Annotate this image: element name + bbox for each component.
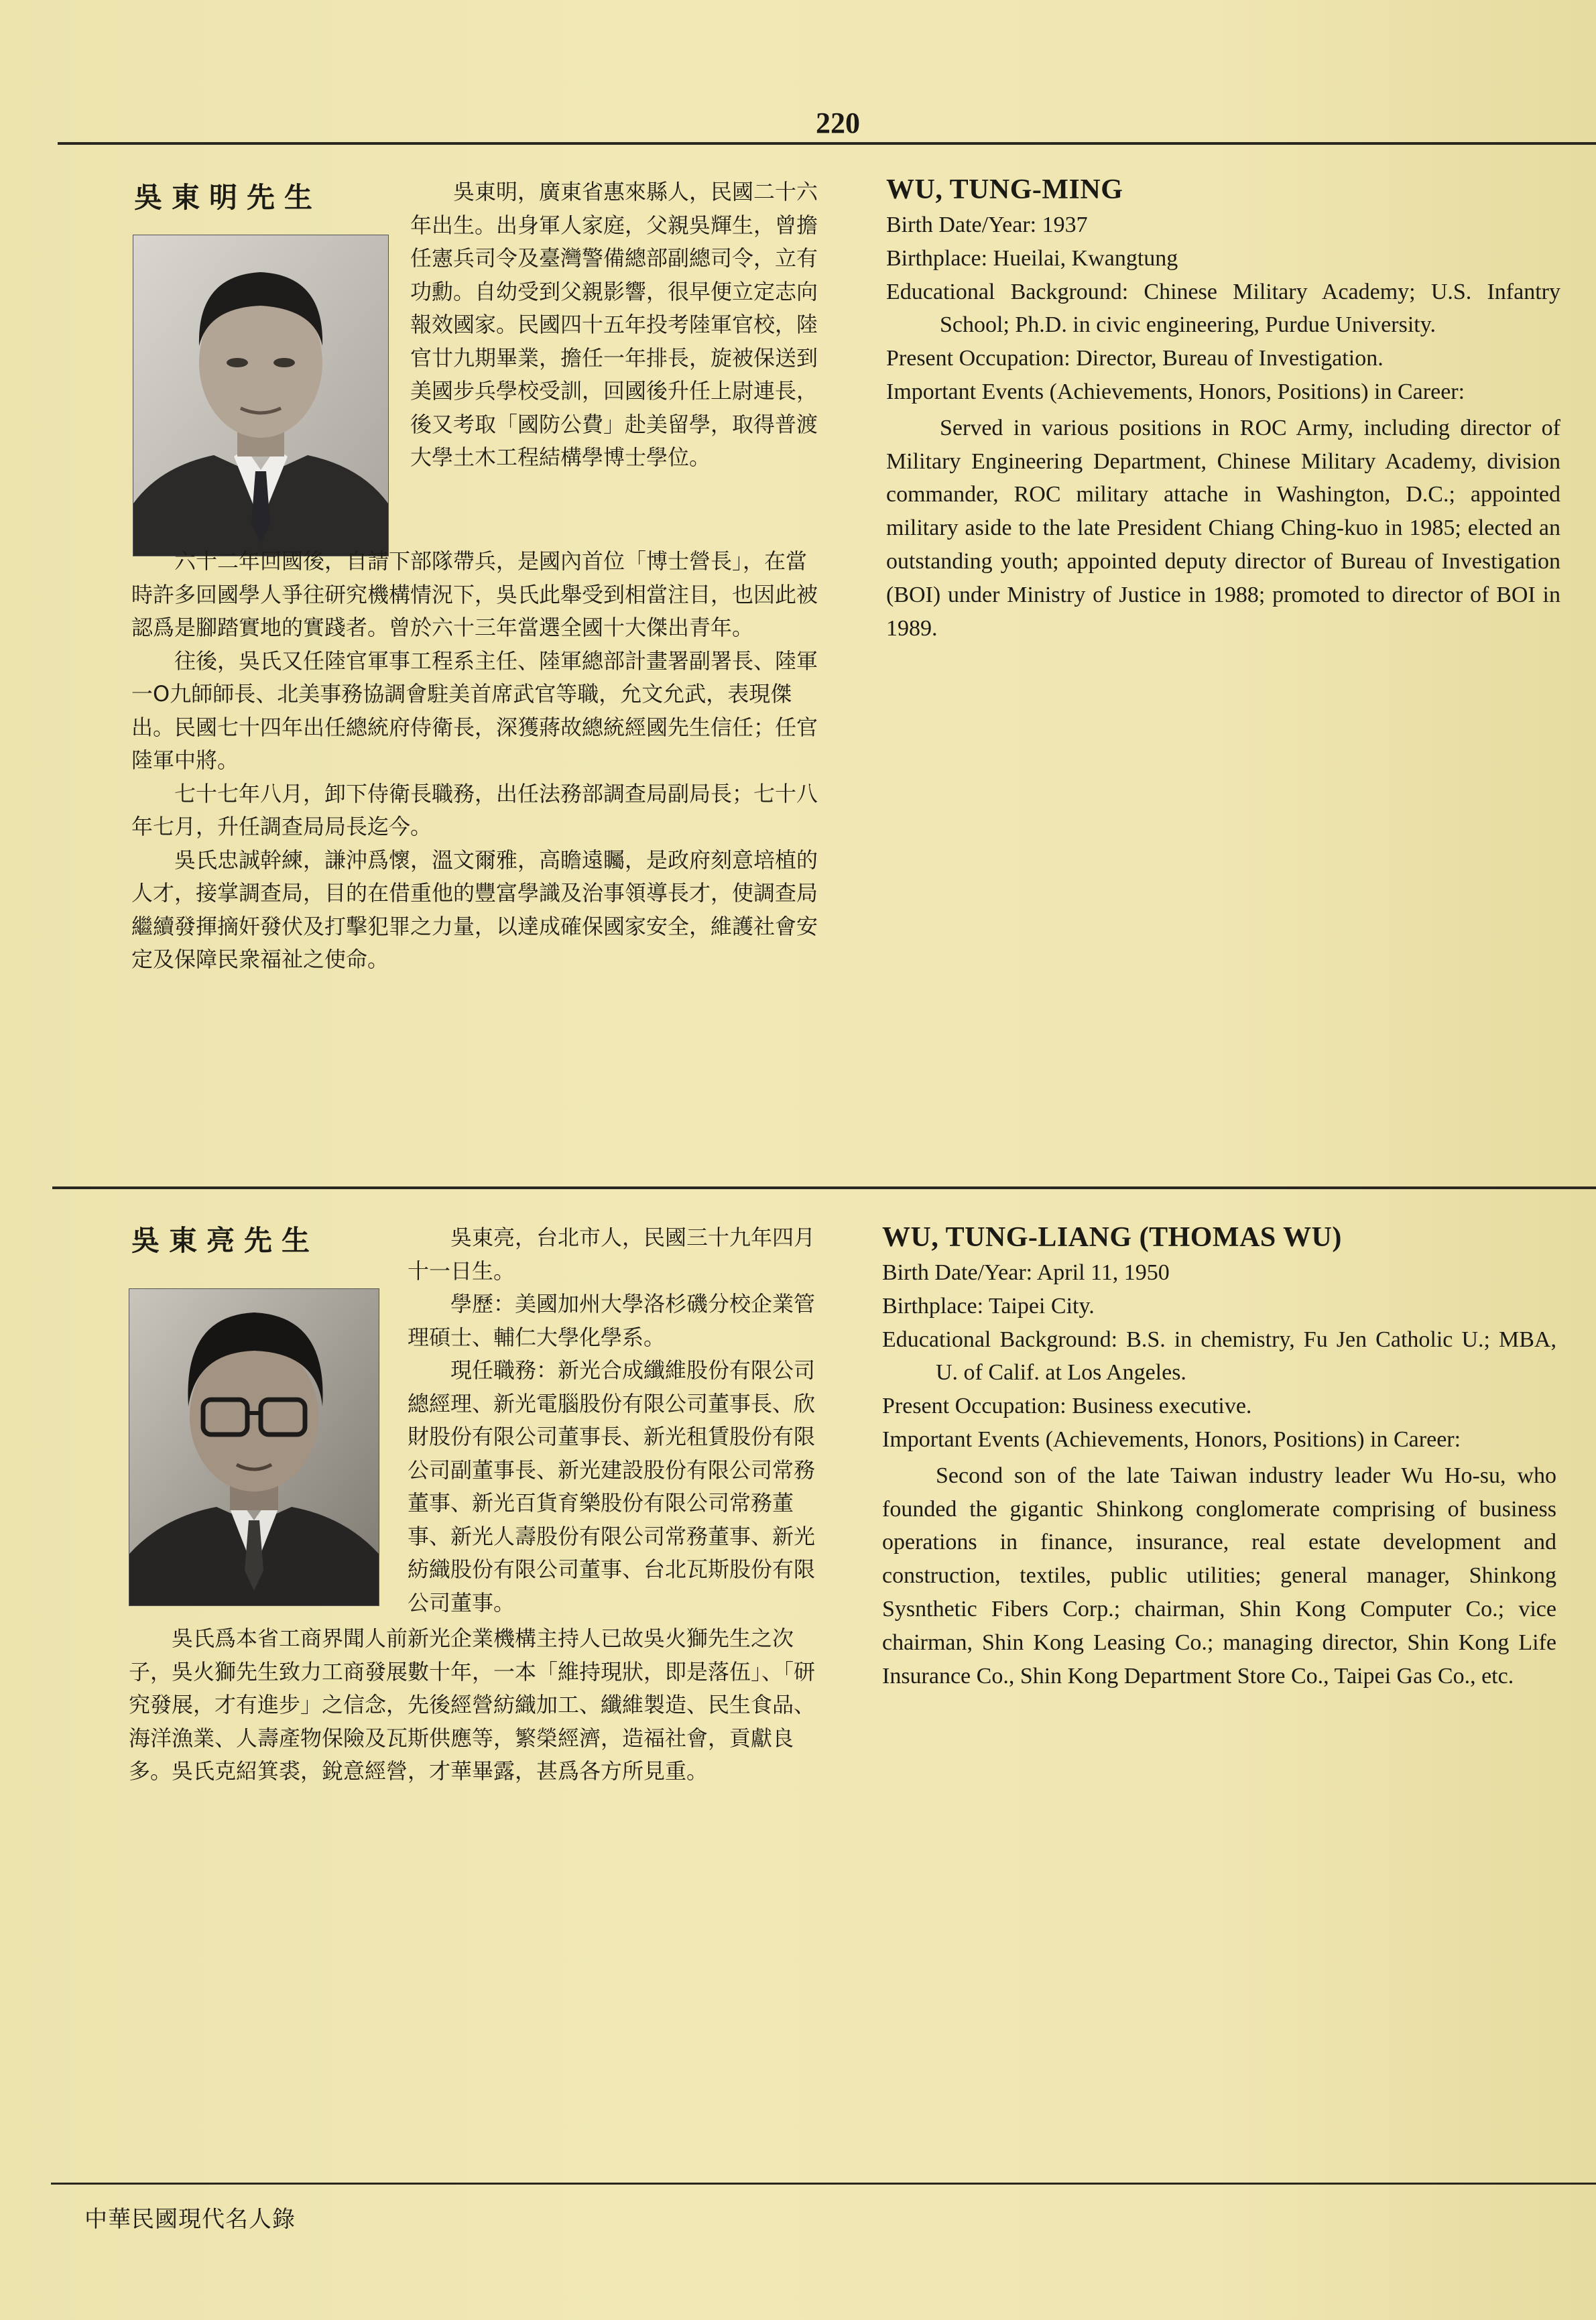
entry-1-zh-paragraph-4: 七十七年八月，卸下侍衛長職務，出任法務部調查局副局長；七十八年七月，升任調查局局長迄今。 <box>131 780 818 839</box>
entry-1-zh-paragraph-2: 六十二年回國後，自請下部隊帶兵，是國內首位「博士營長」，在當時許多回國學人爭往研究機構情況下，吳氏此舉受到相當注目，也因此被認爲是腳踏實地的實踐者。曾於六十三年當選全國十大傑出青年。 <box>131 548 818 640</box>
middle-divider <box>52 1186 1596 1189</box>
entry-2-birthplace: Birthplace: Taipei City. <box>882 1293 1095 1319</box>
entry-2-occupation: Present Occupation: Business executive. <box>882 1394 1252 1419</box>
entry-1-career: Served in various positions in ROC Army, including director of Military Engineering Department, Chinese Military Academy, division commander, ROC military attache in Washington, D.C.; appointed military aside to the late President Chiang Ching-kuo in 1985; elected an outstanding youth; appointed deputy director of Bureau of Investigation (BOI) under Ministry of Justice in 1988; promoted to director of BOI in 1989. <box>886 415 1560 641</box>
entry-1-chinese-biography <box>131 545 819 977</box>
page-number: 220 <box>816 107 860 139</box>
bottom-divider <box>51 2183 1596 2185</box>
entry-1-zh-paragraph-1: 吳東明，廣東省惠來縣人，民國二十六年出生。出身軍人家庭，父親吳輝生，曾擔任憲兵司令及臺灣警備總部副總司令，立有功勳。自幼受到父親影響，很早便立定志向報效國家。民國四十五年投考陸軍官校，陸官廿九期畢業，擔任一年排長，旋被保送到美國步兵學校受訓，回國後升任上尉連長，後又考取「國防公費」赴美留學，取得普渡大學土木工程結構學博士學位。 <box>410 179 818 470</box>
entry-2-english-name: WU, TUNG-LIANG (THOMAS WU) <box>882 1222 1342 1253</box>
entry-2-career: Second son of the late Taiwan industry leader Wu Ho-su, who founded the gigantic Shinkong conglomerate comprising of business operations in finance, insurance, real estate development and construction, textiles, public utilities; general manager, Shinkong Sysnthetic Fibers Corp.; chairman, Shin Kong Computer Co.; vice chairman, Shin Kong Leasing Co.; managing director, Shin Kong Life Insurance Co., Shin Kong Department Store Co., Taipei Gas Co., etc. <box>882 1463 1556 1689</box>
entry-1-birthplace: Birthplace: Hueilai, Kwangtung <box>886 245 1178 271</box>
entry-2-chinese-biography-top <box>408 1221 818 1615</box>
entry-2-education: Educational Background: B.S. in chemistry, Fu Jen Catholic U.; MBA, U. of Calif. at Los Angeles. <box>882 1327 1556 1386</box>
entry-1-events-label: Important Events (Achievements, Honors, Positions) in Career: <box>886 379 1465 404</box>
entry-1-zh-paragraph-5: 吳氏忠誠幹練，謙沖爲懷，溫文爾雅，高瞻遠矚，是政府刻意培植的人才，接掌調查局，目的在借重他的豐富學識及治事領導長才，使調查局繼續發揮摘奸發伏及打擊犯罪之力量，以達成確保國家安全，維護社會安定及保障民衆福祉之使命。 <box>131 847 818 972</box>
entry-1-education: Educational Background: Chinese Military Academy; U.S. Infantry School; Ph.D. in civic engineering, Purdue University. <box>886 279 1560 338</box>
entry-1-english-biography <box>886 171 1560 645</box>
book-title-footer: 中華民國現代名人錄 <box>84 2206 296 2233</box>
entry-1-birth-date: Birth Date/Year: 1937 <box>886 212 1088 237</box>
entry-1-chinese-biography-top <box>410 176 819 475</box>
entry-1-english-name: WU, TUNG-MING <box>886 174 1123 205</box>
entry-2-zh-paragraph-1: 吳東亮，台北市人，民國三十九年四月十一日生。 <box>408 1225 816 1284</box>
entry-1-chinese-name: 吳東明先生 <box>134 181 322 214</box>
entry-1-zh-paragraph-3: 往後，吳氏又任陸官軍事工程系主任、陸軍總部計畫署副署長、陸軍一O九師師長、北美事務協調會駐美首席武官等職，允文允武，表現傑出。民國七十四年出任總統府侍衛長，深獲蔣故總統經國先生信任；任官陸軍中將。 <box>131 648 818 773</box>
entry-1-occupation: Present Occupation: Director, Bureau of Investigation. <box>886 346 1384 371</box>
entry-2-zh-paragraph-3: 現任職務：新光合成纖維股份有限公司總經理、新光電腦股份有限公司董事長、欣財股份有限公司董事長、新光租賃股份有限公司副董事長、新光建設股份有限公司常務董事、新光百貨育樂股份有限公司常務董事、新光人壽股份有限公司常務董事、新光紡織股份有限公司董事、台北瓦斯股份有限公司董事。 <box>408 1357 816 1615</box>
entry-2-chinese-name: 吳東亮先生 <box>131 1224 320 1257</box>
entry-1-portrait-photo <box>133 235 389 556</box>
entry-2-events-label: Important Events (Achievements, Honors, Positions) in Career: <box>882 1426 1461 1452</box>
entry-2-birth-date: Birth Date/Year: April 11, 1950 <box>882 1260 1170 1285</box>
entry-2-portrait-photo <box>129 1288 379 1606</box>
entry-2-chinese-biography <box>129 1622 818 1788</box>
entry-2-zh-paragraph-2: 學歷：美國加州大學洛杉磯分校企業管理碩士、輔仁大學化學系。 <box>408 1291 816 1350</box>
entry-2-zh-paragraph-4: 吳氏爲本省工商界聞人前新光企業機構主持人已故吳火獅先生之次子，吳火獅先生致力工商發展數十年，一本「維持現狀，即是落伍」、「研究發展，才有進步」之信念，先後經營紡織加工、纖維製造、民生食品、海洋漁業、人壽產物保險及瓦斯供應等，繁榮經濟，造福社會，貢獻良多。吳氏克紹箕裘，銳意經營，才華畢露，甚爲各方所見重。 <box>129 1626 816 1784</box>
entry-2-english-biography <box>882 1219 1556 1693</box>
top-divider <box>58 142 1596 145</box>
